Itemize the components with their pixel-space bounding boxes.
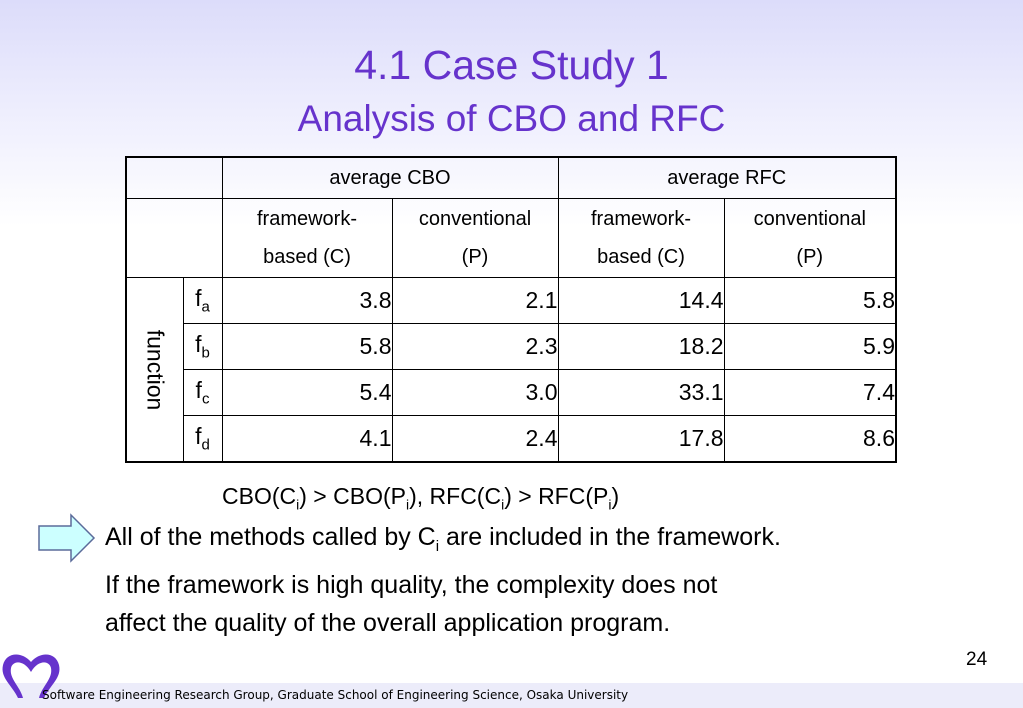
conclusion-line-3: affect the quality of the overall application program. (105, 609, 671, 637)
table-cell: 2.3 (392, 324, 558, 370)
table-cell: 4.1 (222, 416, 392, 463)
table-cell: 5.4 (222, 370, 392, 416)
conclusion-text (105, 518, 781, 642)
group-header-cbo: average CBO (222, 157, 558, 199)
table-row (126, 416, 896, 463)
conclusion-line-2: If the framework is high quality, the complexity does not (105, 571, 718, 599)
table-cell: 18.2 (558, 324, 724, 370)
slide-subtitle: Analysis of CBO and RFC (297, 98, 726, 139)
header-corner (126, 157, 222, 199)
right-arrow-icon (38, 513, 96, 563)
metric-comparison: $CBO(C_i) > CBO(P_i)$, $RFC(C_i) > RFC(P_i)$ (222, 483, 620, 513)
function-name: $f_b$ (183, 324, 222, 370)
subheader-corner (126, 199, 222, 278)
subheader-cbo-conventional: conventional (P) (392, 199, 558, 278)
table-cell: 5.8 (222, 324, 392, 370)
table-cell: 17.8 (558, 416, 724, 463)
table-cell: 14.4 (558, 278, 724, 324)
footer-text: Software Engineering Research Group, Graduate School of Engineering Science, Osaka University (42, 688, 629, 702)
table-cell: 3.8 (222, 278, 392, 324)
subheader-rfc-conventional: conventional (P) (724, 199, 896, 278)
table-cell: 5.8 (724, 278, 896, 324)
group-header-rfc: average RFC (558, 157, 896, 199)
function-name: $f_d$ (183, 416, 222, 463)
table-cell: 5.9 (724, 324, 896, 370)
table-row (126, 370, 896, 416)
subheader-rfc-framework: framework- based (C) (558, 199, 724, 278)
metrics-table (125, 156, 897, 463)
table-row (126, 324, 896, 370)
page-number: 24 (966, 649, 988, 670)
slide-title: 4.1 Case Study 1 (354, 42, 669, 88)
table-cell: 8.6 (724, 416, 896, 463)
function-label: function (142, 329, 169, 410)
table-cell: 3.0 (392, 370, 558, 416)
function-name: $f_c$ (183, 370, 222, 416)
function-label-cell (126, 278, 183, 463)
table-cell: 2.1 (392, 278, 558, 324)
table-cell: 7.4 (724, 370, 896, 416)
subheader-cbo-framework: framework- based (C) (222, 199, 392, 278)
table-cell: 33.1 (558, 370, 724, 416)
conclusion-line-1: All of the methods called by $C_i$ are included in the framework. (105, 523, 781, 555)
table-cell: 2.4 (392, 416, 558, 463)
table-row (126, 278, 896, 324)
function-name: $f_a$ (183, 278, 222, 324)
